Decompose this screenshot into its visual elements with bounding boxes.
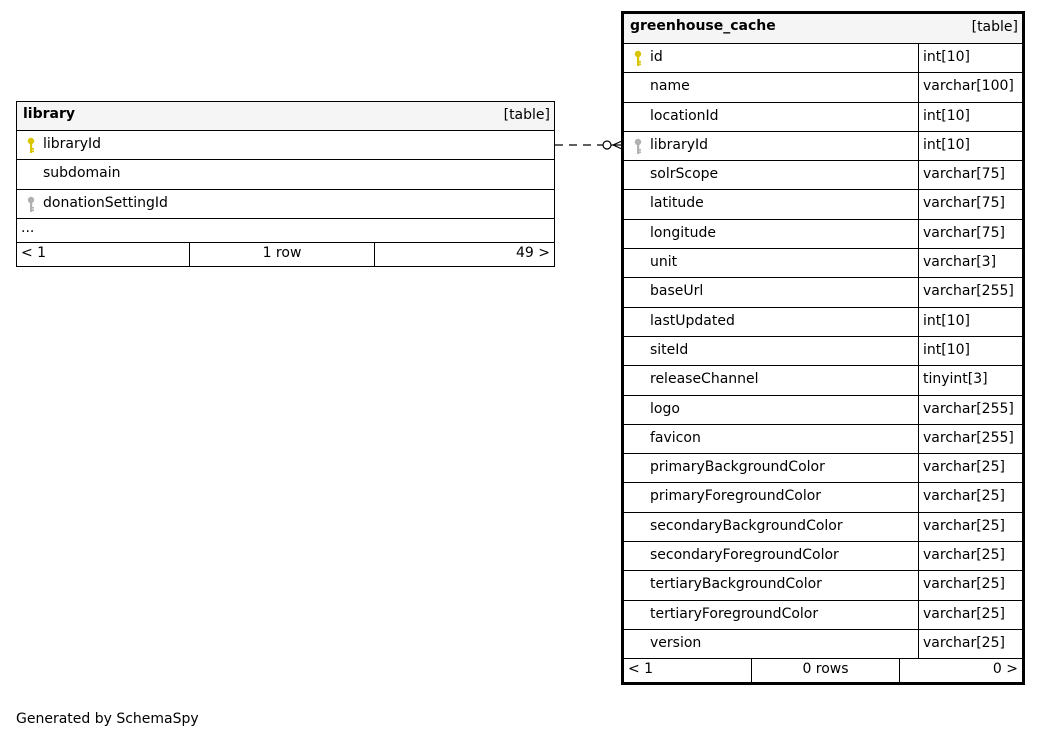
column-name bbox=[624, 425, 918, 453]
column-name bbox=[624, 483, 918, 511]
generated-by-label: Generated by SchemaSpy bbox=[16, 711, 199, 727]
foreign-key-icon bbox=[26, 196, 36, 214]
column-type: tinyint[3] bbox=[918, 366, 1022, 394]
column-type: varchar[75] bbox=[918, 190, 1022, 218]
column-name bbox=[17, 190, 554, 218]
column-name bbox=[624, 513, 918, 541]
column-name bbox=[624, 454, 918, 482]
table-footer bbox=[624, 659, 1022, 682]
column-name-text: subdomain bbox=[43, 165, 121, 182]
column-name bbox=[624, 132, 918, 160]
column-name-text: longitude bbox=[650, 224, 716, 241]
column-name bbox=[624, 103, 918, 131]
column-name-text: lastUpdated bbox=[650, 312, 735, 329]
table-header bbox=[624, 14, 1022, 44]
column-name-text: baseUrl bbox=[650, 283, 704, 300]
column-type: int[10] bbox=[918, 103, 1022, 131]
column-type: varchar[255] bbox=[918, 396, 1022, 424]
column-row[interactable] bbox=[624, 161, 1022, 190]
more-columns-indicator: ... bbox=[17, 219, 554, 243]
footer-children[interactable]: 0 > bbox=[899, 659, 1022, 682]
column-row[interactable] bbox=[624, 542, 1022, 571]
column-name bbox=[624, 571, 918, 599]
column-row[interactable] bbox=[624, 513, 1022, 542]
column-name-text: secondaryForegroundColor bbox=[650, 547, 839, 564]
column-type: varchar[25] bbox=[918, 571, 1022, 599]
column-row[interactable] bbox=[624, 249, 1022, 278]
zero-cardinality-marker bbox=[603, 141, 611, 149]
column-row[interactable] bbox=[624, 220, 1022, 249]
column-type: int[10] bbox=[918, 337, 1022, 365]
column-name bbox=[624, 630, 918, 658]
column-name bbox=[17, 131, 554, 159]
column-name-text: primaryBackgroundColor bbox=[650, 459, 825, 476]
column-type: varchar[25] bbox=[918, 454, 1022, 482]
column-row[interactable] bbox=[624, 278, 1022, 307]
column-name-text: name bbox=[650, 78, 690, 95]
column-row[interactable] bbox=[624, 425, 1022, 454]
column-type: varchar[25] bbox=[918, 601, 1022, 629]
column-name bbox=[624, 44, 918, 72]
column-name bbox=[624, 278, 918, 306]
column-type: varchar[255] bbox=[918, 425, 1022, 453]
column-row[interactable] bbox=[624, 103, 1022, 132]
table-footer bbox=[17, 243, 554, 266]
column-row[interactable] bbox=[624, 571, 1022, 600]
column-name-text: releaseChannel bbox=[650, 371, 759, 388]
table-greenhouse-cache[interactable] bbox=[621, 11, 1025, 685]
column-row[interactable] bbox=[624, 630, 1022, 659]
column-type: varchar[25] bbox=[918, 542, 1022, 570]
footer-parents[interactable]: < 1 bbox=[628, 661, 654, 678]
column-row[interactable] bbox=[624, 190, 1022, 219]
column-name bbox=[624, 249, 918, 277]
column-row[interactable] bbox=[624, 483, 1022, 512]
table-library[interactable] bbox=[16, 101, 555, 267]
footer-row-count: 0 rows bbox=[751, 659, 899, 682]
table-type-label: [table] bbox=[971, 19, 1018, 35]
column-name-text: logo bbox=[650, 400, 680, 417]
column-type: varchar[75] bbox=[918, 220, 1022, 248]
column-row[interactable] bbox=[624, 308, 1022, 337]
column-type: varchar[75] bbox=[918, 161, 1022, 189]
column-row[interactable] bbox=[624, 73, 1022, 102]
column-name bbox=[624, 73, 918, 101]
column-row[interactable] bbox=[624, 132, 1022, 161]
column-type: int[10] bbox=[918, 308, 1022, 336]
column-name bbox=[624, 337, 918, 365]
column-name-text: id bbox=[650, 49, 663, 65]
column-name bbox=[624, 601, 918, 629]
column-name bbox=[624, 220, 918, 248]
table-header bbox=[17, 102, 554, 131]
column-type: varchar[25] bbox=[918, 513, 1022, 541]
primary-key-icon bbox=[26, 137, 36, 155]
column-name bbox=[17, 160, 554, 188]
column-name bbox=[624, 542, 918, 570]
table-name: library bbox=[23, 106, 76, 122]
column-name-text: tertiaryBackgroundColor bbox=[650, 576, 822, 593]
column-type: int[10] bbox=[918, 132, 1022, 160]
column-name-text: version bbox=[650, 634, 702, 651]
column-name bbox=[624, 366, 918, 394]
footer-row-count: 1 row bbox=[189, 243, 374, 266]
column-name bbox=[624, 308, 918, 336]
column-name-text: siteId bbox=[650, 341, 689, 358]
column-name bbox=[624, 396, 918, 424]
column-name-text: unit bbox=[650, 254, 678, 271]
column-row[interactable] bbox=[624, 454, 1022, 483]
column-name-text: tertiaryForegroundColor bbox=[650, 605, 819, 622]
foreign-key-icon bbox=[633, 138, 643, 156]
column-row[interactable] bbox=[17, 160, 554, 189]
column-name-text: favicon bbox=[650, 429, 701, 446]
column-name-text: locationId bbox=[650, 107, 719, 124]
column-row[interactable] bbox=[624, 601, 1022, 630]
column-row[interactable] bbox=[624, 396, 1022, 425]
table-type-label: [table] bbox=[503, 107, 550, 123]
column-name-text: primaryForegroundColor bbox=[650, 488, 822, 505]
column-name bbox=[624, 190, 918, 218]
column-row[interactable] bbox=[624, 337, 1022, 366]
column-name-text: secondaryBackgroundColor bbox=[650, 517, 843, 534]
column-type: varchar[3] bbox=[918, 249, 1022, 277]
table-name: greenhouse_cache bbox=[630, 18, 776, 34]
column-row[interactable] bbox=[17, 131, 554, 160]
column-type: varchar[255] bbox=[918, 278, 1022, 306]
column-row[interactable] bbox=[624, 44, 1022, 73]
column-name-text: donationSettingId bbox=[43, 194, 168, 211]
footer-parents[interactable]: < 1 bbox=[21, 244, 47, 261]
primary-key-icon bbox=[633, 50, 643, 68]
column-row[interactable] bbox=[17, 190, 554, 219]
column-type: varchar[25] bbox=[918, 630, 1022, 658]
column-type: varchar[100] bbox=[918, 73, 1022, 101]
footer-children[interactable]: 49 > bbox=[374, 243, 554, 266]
column-type: int[10] bbox=[918, 44, 1022, 72]
column-name-text: libraryId bbox=[43, 136, 102, 152]
column-row[interactable] bbox=[624, 366, 1022, 395]
column-name-text: libraryId bbox=[650, 136, 709, 153]
column-name bbox=[624, 161, 918, 189]
column-name-text: latitude bbox=[650, 195, 704, 212]
column-type: varchar[25] bbox=[918, 483, 1022, 511]
column-name-text: solrScope bbox=[650, 166, 719, 183]
